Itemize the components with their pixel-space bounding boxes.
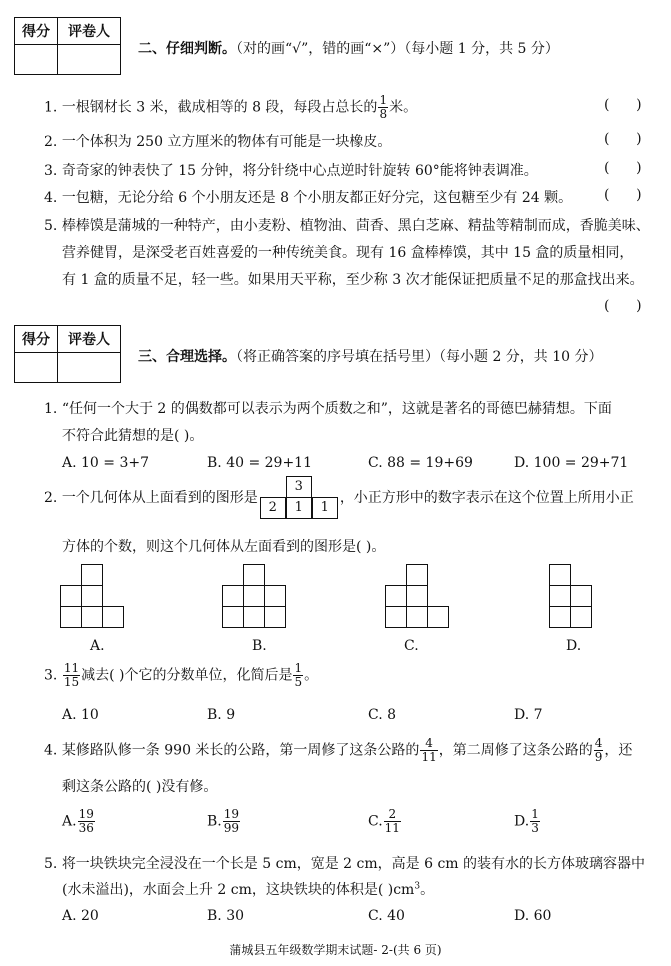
choice-q2-line1 (44, 476, 634, 520)
option-b[interactable]: B. (252, 638, 267, 654)
section2-heading (138, 38, 559, 58)
option-b[interactable]: B. 30 (207, 908, 245, 924)
question-number: 4. (44, 742, 58, 759)
answer-blank-3[interactable]: ( ) (604, 160, 642, 176)
question-number: 3. (44, 667, 58, 684)
question-number: 5. (44, 218, 58, 234)
score-box (14, 325, 121, 383)
grader-label: 评卷人 (58, 326, 121, 353)
section2-instruction: （对的画“√”，错的画“×”）（每小题 1 分，共 5 分） (236, 41, 559, 57)
option-c[interactable]: C. 40 (368, 908, 405, 924)
option-b[interactable]: B. 40 = 29+11 (207, 455, 312, 471)
question-number: 4. (44, 190, 58, 206)
question-text: 棒棒馍是蒲城的一种特产，由小麦粉、植物油、茴香、黑白芝麻、精盐等精制而成，香脆美味、 (61, 218, 650, 234)
question-text: 一个体积为 250 立方厘米的物体有可能是一块橡皮。 (61, 134, 392, 150)
question-text: 某修路队修一条 990 米长的公路，第一周修了这条公路的 (61, 742, 420, 759)
grader-label: 评卷人 (58, 18, 121, 45)
option-a[interactable]: A. $\frac{19}{36}$ (62, 807, 94, 835)
question-number: 2. (44, 490, 58, 506)
score-label: 得分 (15, 326, 58, 353)
option-a[interactable]: A. 20 (62, 908, 99, 924)
option-a[interactable]: A. 10 (62, 707, 99, 723)
option-d[interactable]: D. $\frac{1}{3}$ (514, 807, 539, 835)
question-number: 3. (44, 163, 58, 179)
unit-exponent: 3 (414, 881, 421, 892)
top-view-figure (260, 476, 338, 520)
judge-q1 (44, 94, 417, 121)
option-c[interactable]: C. 8 (368, 707, 397, 723)
option-c[interactable]: C. 88 = 19+69 (368, 455, 473, 471)
question-text-end: 。 (304, 667, 319, 684)
answer-blank-4[interactable]: ( ) (604, 187, 642, 203)
choice-q5-line2 (62, 879, 434, 899)
left-view-figure-c[interactable] (385, 564, 455, 632)
fraction: $\frac{1}{5}$ (294, 661, 303, 689)
choice-q4-line1 (44, 737, 632, 764)
top-view-cell: 2 (260, 497, 286, 519)
choice-q1-line1 (44, 398, 612, 418)
fraction: $\frac{1}{3}$ (531, 807, 539, 835)
option-c[interactable]: C. $\frac{2}{11}$ (368, 807, 400, 835)
question-text: 一个几何体从上面看到的图形是 (61, 490, 258, 506)
judge-q3 (44, 160, 538, 180)
question-text: 一根钢材长 3 米，截成相等的 8 段，每段占总长的 (61, 99, 378, 116)
score-cell[interactable] (15, 45, 58, 75)
question-text: 将一块铁块完全浸没在一个长是 5 cm，宽是 2 cm，高是 6 cm 的装有水的长方体玻璃容器中 (61, 856, 646, 872)
question-text: ，第二周修了这条公路的 (438, 742, 593, 759)
fraction: $\frac{1}{8}$ (379, 93, 388, 121)
choice-q1-line2: 不符合此猜想的是( )。 (62, 428, 204, 444)
section2-title: 二、仔细判断。 (138, 41, 236, 57)
answer-blank-5[interactable]: ( ) (604, 298, 642, 314)
option-c[interactable]: C. (404, 638, 419, 654)
page-footer: 蒲城县五年级数学期末试题- 2-(共 6 页) (229, 943, 442, 957)
answer-blank-1[interactable]: ( ) (604, 97, 642, 113)
option-d[interactable]: D. (566, 638, 582, 654)
answer-blank-2[interactable]: ( ) (604, 131, 642, 147)
section3-heading (138, 346, 603, 366)
question-text: 减去( )个它的分数单位，化简后是 (81, 667, 293, 684)
question-text-end: ，还 (604, 742, 633, 759)
option-d[interactable]: D. 7 (514, 707, 543, 723)
question-text: 一包糖，无论分给 6 个小朋友还是 8 个小朋友都正好分完，这包糖至少有 24 颗。 (61, 190, 573, 206)
question-text-end: 米。 (389, 99, 418, 116)
score-label: 得分 (15, 18, 58, 45)
judge-q5-line3: 有 1 盒的质量不足，轻一些。如果用天平称，至少称 3 次才能保证把质量不足的那盒找出来。 (62, 272, 644, 288)
question-number: 1. (44, 99, 58, 116)
fraction: $\frac{4}{9}$ (594, 736, 603, 764)
fraction: $\frac{19}{99}$ (223, 807, 240, 835)
question-number: 5. (44, 856, 58, 872)
option-a[interactable]: A. (90, 638, 105, 654)
score-cell[interactable] (15, 353, 58, 383)
fraction: $\frac{11}{15}$ (63, 661, 80, 689)
option-d[interactable]: D. 60 (514, 908, 552, 924)
choice-q3 (44, 662, 318, 689)
choice-q5-line1 (44, 853, 645, 873)
fraction: $\frac{2}{11}$ (384, 807, 400, 835)
score-box (14, 17, 121, 75)
question-text: ，小正方形中的数字表示在这个位置上所用小正 (339, 490, 634, 506)
question-number: 2. (44, 134, 58, 150)
left-view-figure-d[interactable] (549, 564, 619, 632)
top-view-cell: 3 (286, 476, 312, 498)
option-d[interactable]: D. 100 = 29+71 (514, 455, 629, 471)
top-view-cell: 1 (286, 497, 312, 519)
option-b[interactable]: B. 9 (207, 707, 236, 723)
judge-q4 (44, 187, 572, 207)
section3-title: 三、合理选择。 (138, 349, 236, 365)
grader-cell[interactable] (58, 353, 121, 383)
top-view-cell: 1 (312, 497, 338, 519)
grader-cell[interactable] (58, 45, 121, 75)
judge-q5-line1 (44, 215, 650, 235)
question-number: 1. (44, 401, 58, 417)
left-view-figure-a[interactable] (60, 564, 130, 632)
judge-q5-line2: 营养健胃，是深受老百姓喜爱的一种传统美食。现有 16 盒棒棒馍，其中 15 盒的质量相同， (62, 245, 634, 261)
choice-q4-line2: 剩这条公路的( )没有修。 (62, 779, 218, 795)
choice-q2-line2: 方体的个数，则这个几何体从左面看到的图形是( )。 (62, 539, 386, 555)
option-a[interactable]: A. 10 = 3+7 (62, 455, 150, 471)
question-text-end: 。 (420, 882, 435, 898)
section3-instruction: （将正确答案的序号填在括号里）（每小题 2 分，共 10 分） (236, 349, 603, 365)
fraction: $\frac{19}{36}$ (78, 807, 94, 835)
question-text: “任何一个大于 2 的偶数都可以表示为两个质数之和”，这就是著名的哥德巴赫猜想。下面 (61, 401, 612, 417)
question-text: (水未溢出)，水面会上升 2 cm，这块铁块的体积是( )cm (62, 882, 415, 898)
option-b[interactable]: B. $\frac{19}{99}$ (207, 807, 240, 835)
judge-q2 (44, 131, 391, 151)
question-text: 奇奇家的钟表快了 15 分钟，将分针绕中心点逆时针旋转 60°能将钟表调准。 (61, 163, 538, 179)
left-view-figure-b[interactable] (222, 564, 292, 632)
fraction: $\frac{4}{11}$ (421, 736, 437, 764)
